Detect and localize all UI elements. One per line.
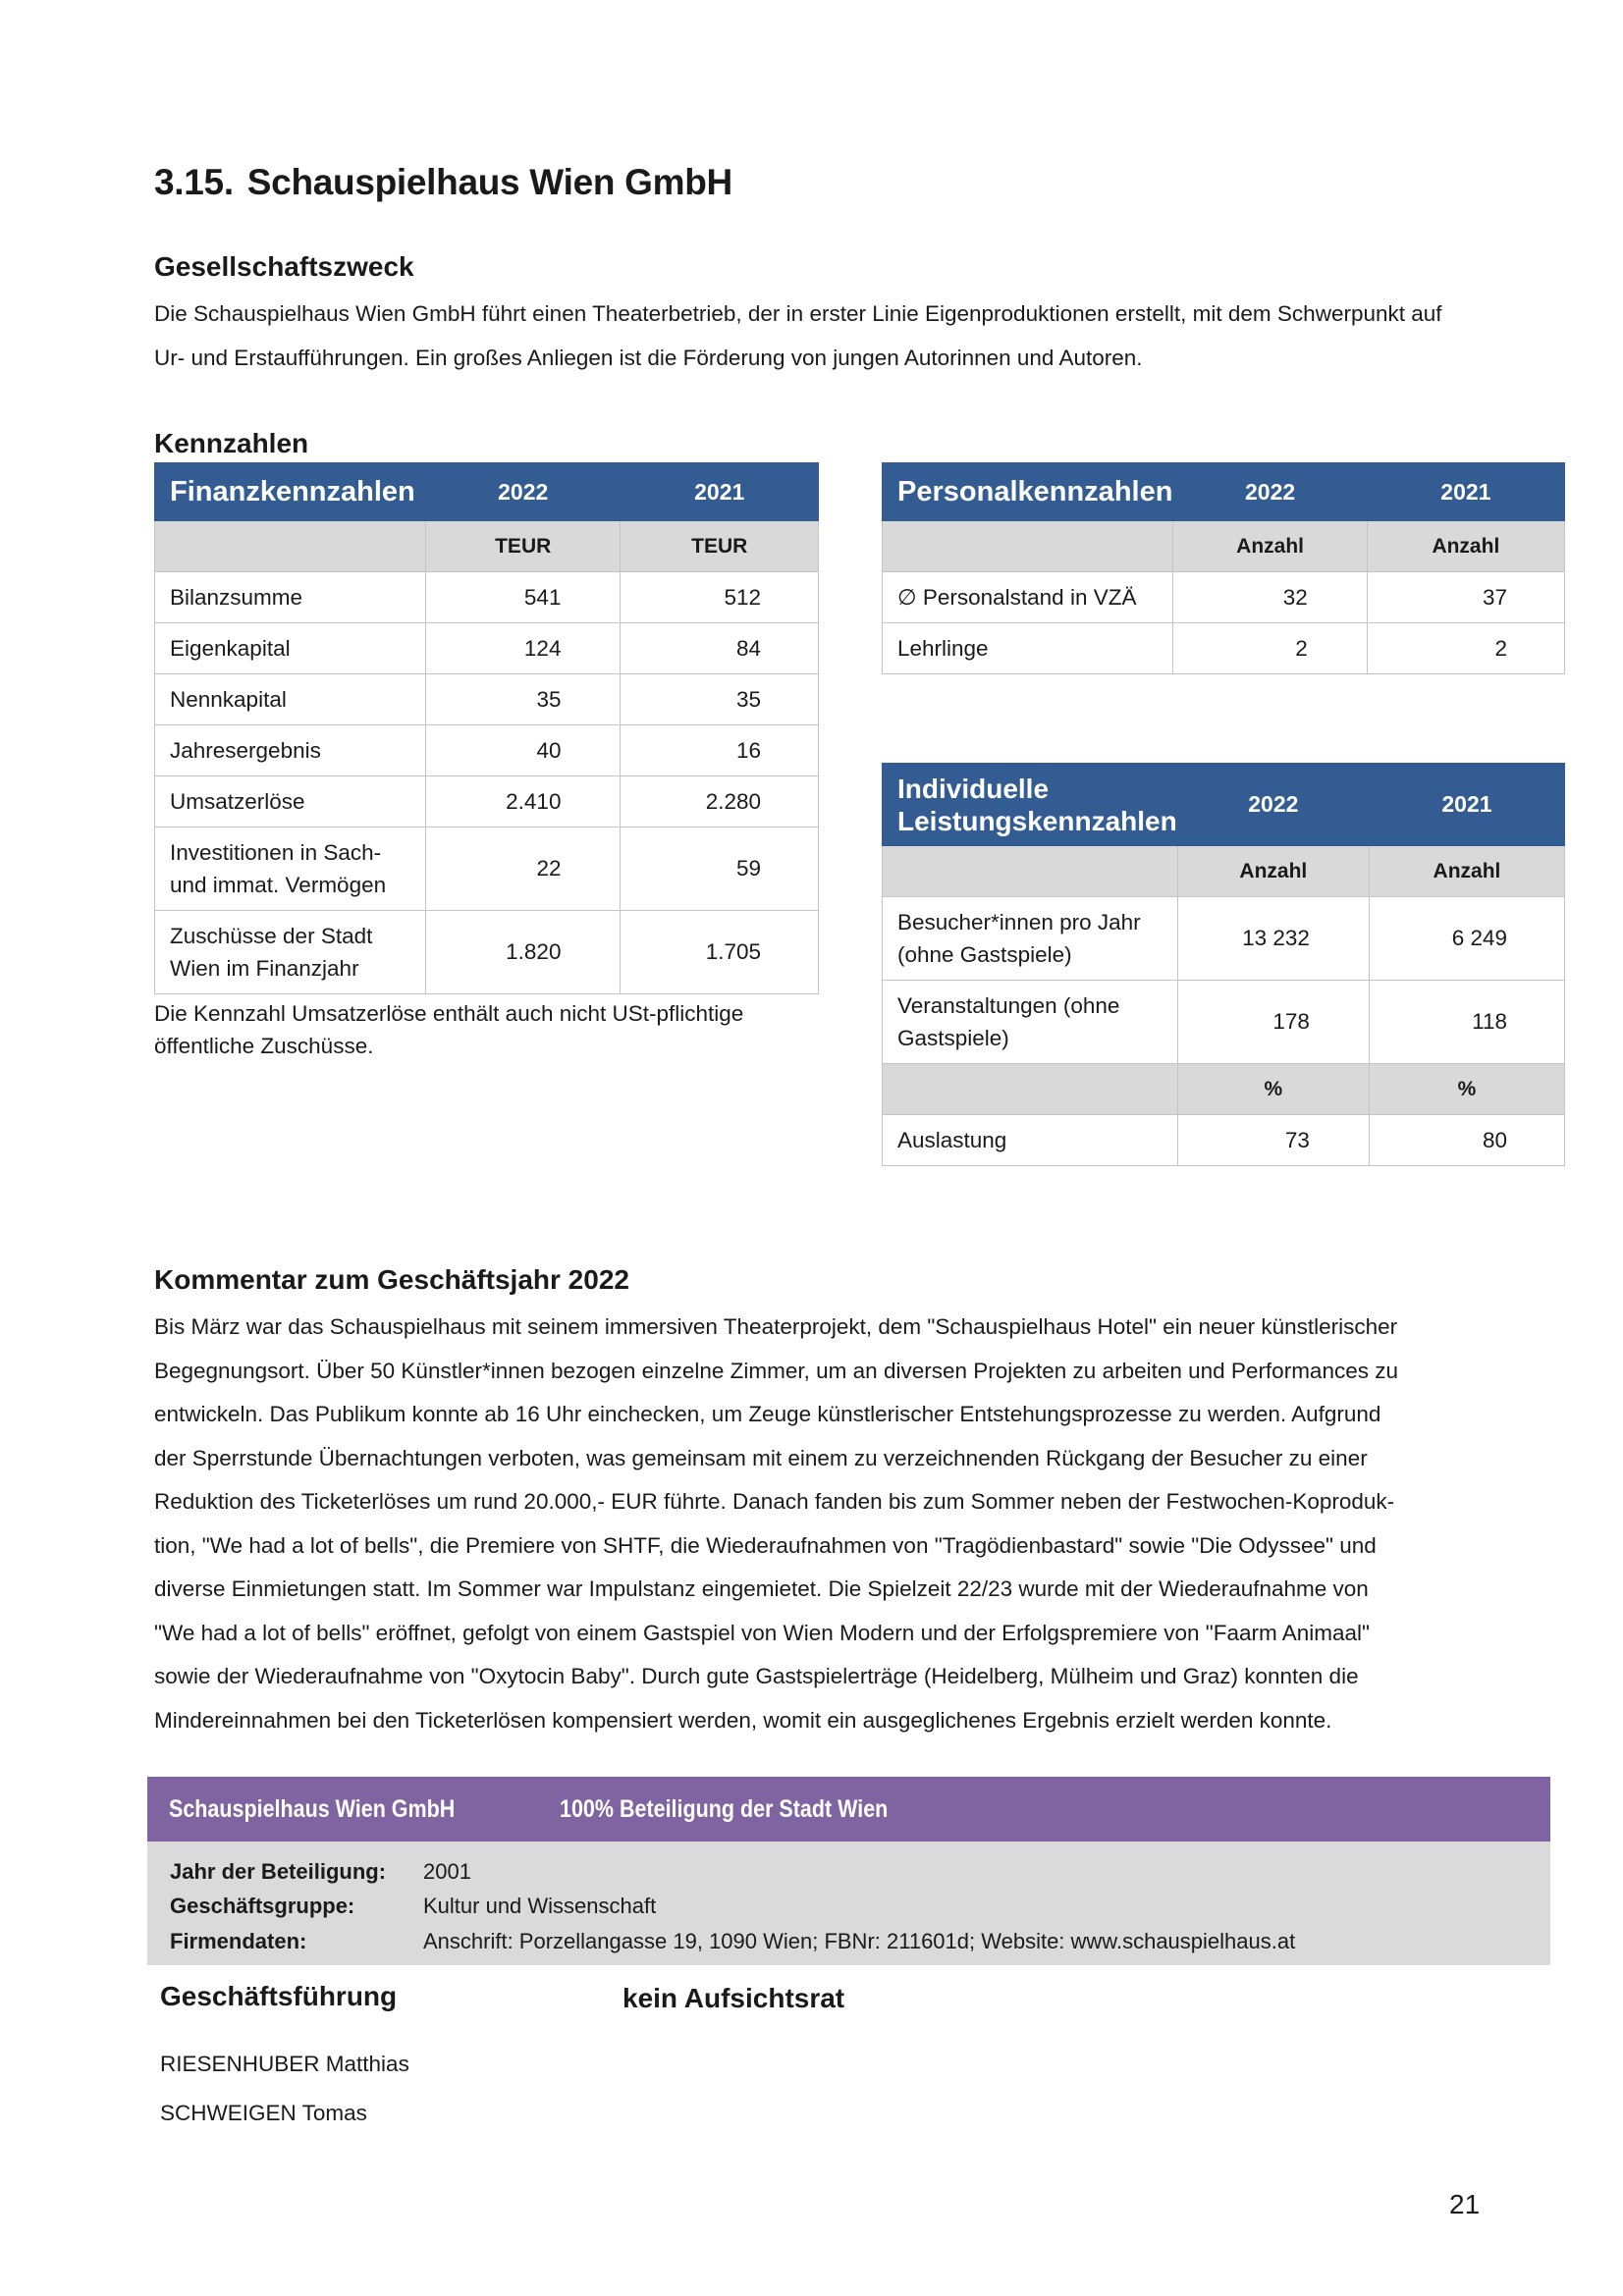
row-label: Investitionen in Sach- und immat. Vermögen xyxy=(155,828,426,911)
kennzahlen-heading: Kennzahlen xyxy=(154,428,309,458)
row-label: Auslastung xyxy=(883,1115,1178,1166)
personal-unit-row xyxy=(883,521,1565,572)
beteiligung-details xyxy=(147,1842,1550,1965)
section-title-text: Schauspielhaus Wien GmbH xyxy=(246,162,732,202)
row-value-2021: 16 xyxy=(621,725,819,776)
row-value-2022: 2.410 xyxy=(425,776,621,828)
section-title xyxy=(154,162,732,203)
row-value-2021: 35 xyxy=(621,674,819,725)
leistung-unit2-2022: % xyxy=(1177,1064,1369,1115)
leistung-title-line: Leistungskennzahlen xyxy=(897,805,1177,836)
row-value-2021: 84 xyxy=(621,623,819,674)
jahr-value: 2001 xyxy=(423,1859,471,1884)
row-value-2022: 1.820 xyxy=(425,911,621,994)
kommentar-line: Bis März war das Schauspielhaus mit seinem immersiven Theaterprojekt, dem "Schauspielhaus Hotel" ein neuer künstlerischer xyxy=(154,1314,1398,1339)
page-number: 21 xyxy=(1449,2189,1481,2219)
kommentar-line: entwickeln. Das Publikum konnte ab 16 Uhr einchecken, um Zeuge künstlerischer Entstehungsprozesse zu werden. Aufgrund xyxy=(154,1402,1381,1426)
row-value-2022: 13 232 xyxy=(1177,897,1369,981)
kommentar-paragraph xyxy=(154,1306,1502,1742)
personal-unit-2021: Anzahl xyxy=(1367,521,1564,572)
manager-name: RIESENHUBER Matthias xyxy=(160,2052,409,2076)
finanz-unit-2021: TEUR xyxy=(621,521,819,572)
personal-unit-2022: Anzahl xyxy=(1173,521,1367,572)
gruppe-value: Kultur und Wissenschaft xyxy=(423,1894,657,1918)
firma-label: Firmendaten: xyxy=(170,1929,307,1953)
finanz-year-2022: 2022 xyxy=(425,463,621,521)
kommentar-heading: Kommentar zum Geschäftsjahr 2022 xyxy=(154,1264,629,1295)
personal-year-2022: 2022 xyxy=(1173,463,1367,521)
row-value-2022: 124 xyxy=(425,623,621,674)
finanz-year-2021: 2021 xyxy=(621,463,819,521)
row-value-2022: 2 xyxy=(1173,623,1367,674)
row-value-2022: 178 xyxy=(1177,981,1369,1064)
leistung-unit-2021: Anzahl xyxy=(1369,846,1564,897)
personal-title: Personalkennzahlen xyxy=(883,463,1173,521)
row-value-2021: 1.705 xyxy=(621,911,819,994)
manager-name: SCHWEIGEN Tomas xyxy=(160,2101,367,2125)
row-label: Bilanzsumme xyxy=(155,572,426,623)
row-value-2022: 40 xyxy=(425,725,621,776)
row-value-2022: 541 xyxy=(425,572,621,623)
row-value-2021: 59 xyxy=(621,828,819,911)
beteiligung-share: 100% Beteiligung der Stadt Wien xyxy=(560,1795,889,1823)
finanz-note: Die Kennzahl Umsatzerlöse enthält auch nicht USt-pflichtige öffentliche Zuschüsse. xyxy=(154,1001,744,1058)
firma-value: Anschrift: Porzellangasse 19, 1090 Wien; FBNr: 211601d; Website: www.schauspielhaus.at xyxy=(423,1929,1296,1953)
kommentar-line: Mindereinnahmen bei den Ticketerlösen kompensiert werden, womit ein ausgeglichenes Ergebnis erzielt werden konnte. xyxy=(154,1707,1332,1733)
row-value-2022: 35 xyxy=(425,674,621,725)
row-value-2021: 118 xyxy=(1369,981,1564,1064)
kommentar-line: Reduktion des Ticketerlöses um rund 20.000,- EUR führte. Danach fanden bis zum Sommer neben der Festwochen-Koproduk- xyxy=(154,1489,1395,1514)
kommentar-line: der Sperrstunde Übernachtungen verboten, was gemeinsam mit einem zu verzeichnenden Rückgang der Besucher zu einer xyxy=(154,1445,1368,1470)
leistung-title xyxy=(883,764,1178,846)
row-label: Besucher*innen pro Jahr (ohne Gastspiele) xyxy=(883,897,1178,981)
zweck-heading: Gesellschaftszweck xyxy=(154,251,414,282)
finanz-unit-2022: TEUR xyxy=(425,521,621,572)
table-row xyxy=(883,623,1565,674)
personal-year-2021: 2021 xyxy=(1367,463,1564,521)
gruppe-label: Geschäftsgruppe: xyxy=(170,1894,355,1918)
table-row xyxy=(155,725,819,776)
table-row xyxy=(155,572,819,623)
personal-header-row xyxy=(883,463,1565,521)
table-row xyxy=(883,572,1565,623)
leistung-unit2-2021: % xyxy=(1369,1064,1564,1115)
row-label: ∅ Personalstand in VZÄ xyxy=(883,572,1173,623)
finanz-title: Finanzkennzahlen xyxy=(155,463,426,521)
row-label: Eigenkapital xyxy=(155,623,426,674)
zweck-paragraph xyxy=(154,293,1548,380)
finanz-table xyxy=(154,462,819,994)
row-value-2021: 2 xyxy=(1367,623,1564,674)
table-row xyxy=(883,897,1565,981)
jahr-label: Jahr der Beteiligung: xyxy=(170,1859,387,1884)
table-row xyxy=(155,623,819,674)
row-label: Nennkapital xyxy=(155,674,426,725)
personal-table xyxy=(882,462,1565,674)
row-label: Umsatzerlöse xyxy=(155,776,426,828)
table-row xyxy=(883,981,1565,1064)
aufsichtsrat-heading: kein Aufsichtsrat xyxy=(622,1983,845,2013)
row-value-2022: 22 xyxy=(425,828,621,911)
row-value-2021: 80 xyxy=(1369,1115,1564,1166)
leistung-unit-row xyxy=(883,846,1565,897)
row-value-2021: 37 xyxy=(1367,572,1564,623)
row-label: Veranstaltungen (ohne Gastspiele) xyxy=(883,981,1178,1064)
leistung-unit-row-percent xyxy=(883,1064,1565,1115)
leistung-title-line: Individuelle xyxy=(897,773,1050,804)
row-value-2021: 2.280 xyxy=(621,776,819,828)
kommentar-line: "We had a lot of bells" eröffnet, gefolgt von einem Gastspiel von Wien Modern und der Erfolgspremiere von "Faarm Animaal" xyxy=(154,1620,1370,1645)
leistung-header-row xyxy=(883,764,1565,846)
finanz-unit-blank xyxy=(155,521,426,572)
leistung-unit-2022: Anzahl xyxy=(1177,846,1369,897)
beteiligung-company: Schauspielhaus Wien GmbH xyxy=(169,1795,456,1823)
kommentar-line: tion, "We had a lot of bells", die Premiere von SHTF, die Wiederaufnahmen von "Tragödienbastard" sowie "Die Odyssee" und xyxy=(154,1532,1377,1558)
leistung-unit-blank xyxy=(883,846,1178,897)
row-label: Zuschüsse der Stadt Wien im Finanzjahr xyxy=(155,911,426,994)
personal-unit-blank xyxy=(883,521,1173,572)
leistung-year-2022: 2022 xyxy=(1177,764,1369,846)
table-row xyxy=(155,828,819,911)
row-value-2022: 32 xyxy=(1173,572,1367,623)
table-row xyxy=(155,911,819,994)
geschaeftsfuehrung-heading: Geschäftsführung xyxy=(160,1981,398,2011)
beteiligung-header xyxy=(147,1777,1550,1842)
finanz-unit-row xyxy=(155,521,819,572)
leistung-unit-blank xyxy=(883,1064,1178,1115)
section-number: 3.15. xyxy=(154,162,234,202)
row-value-2021: 6 249 xyxy=(1369,897,1564,981)
table-row xyxy=(883,1115,1565,1166)
kommentar-line: diverse Einmietungen statt. Im Sommer war Impulstanz eingemietet. Die Spielzeit 22/23 wurde mit der Wiederaufnahme von xyxy=(154,1576,1369,1601)
leistung-table xyxy=(882,763,1565,1166)
row-value-2021: 512 xyxy=(621,572,819,623)
row-label: Lehrlinge xyxy=(883,623,1173,674)
zweck-line: Ur- und Erstaufführungen. Ein großes Anliegen ist die Förderung von jungen Autorinnen und Autoren. xyxy=(154,345,1143,370)
finanz-header-row xyxy=(155,463,819,521)
row-value-2022: 73 xyxy=(1177,1115,1369,1166)
kommentar-line: sowie der Wiederaufnahme von "Oxytocin Baby". Durch gute Gastspielerträge (Heidelberg, Mülheim und Graz) konnten die xyxy=(154,1664,1359,1688)
zweck-line: Die Schauspielhaus Wien GmbH führt einen Theaterbetrieb, der in erster Linie Eigenproduktionen erstellt, mit dem Schwerpunkt auf xyxy=(154,301,1442,326)
kommentar-line: Begegnungsort. Über 50 Künstler*innen bezogen einzelne Zimmer, um an diversen Projekten zu arbeiten und Performances zu xyxy=(154,1358,1398,1383)
table-row xyxy=(155,776,819,828)
leistung-year-2021: 2021 xyxy=(1369,764,1564,846)
row-label: Jahresergebnis xyxy=(155,725,426,776)
table-row xyxy=(155,674,819,725)
